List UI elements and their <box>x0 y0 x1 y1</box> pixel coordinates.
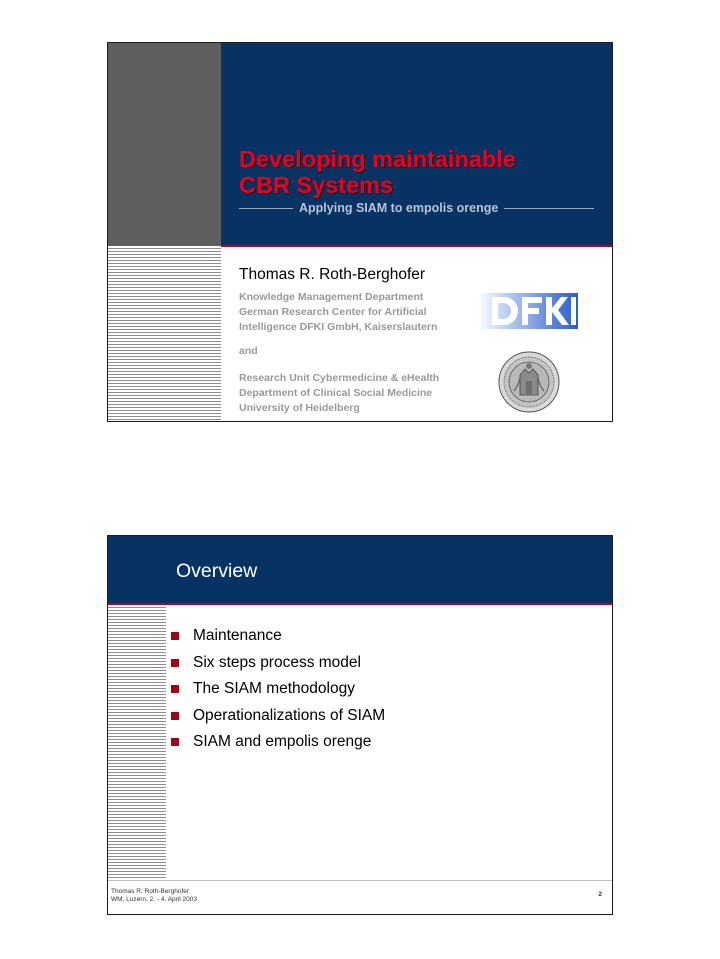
dfki-logo <box>478 293 578 329</box>
list-item <box>171 676 385 703</box>
bullet-square-icon <box>171 632 179 640</box>
footer-author: Thomas R. Roth-Berghofer <box>111 888 190 895</box>
affiliation-line: Intelligence DFKI GmbH, Kaiserslautern <box>239 321 438 333</box>
subtitle-row <box>239 200 594 216</box>
list-item-label: Operationalizations of SIAM <box>193 706 386 724</box>
affiliation-and: and <box>239 345 258 357</box>
bullet-square-icon <box>171 659 179 667</box>
header-divider-line <box>221 245 612 247</box>
bullet-list <box>171 623 385 756</box>
list-item-label: SIAM and empolis orenge <box>193 733 372 751</box>
overview-slide <box>107 535 613 915</box>
slide-footer <box>111 888 197 904</box>
striped-sidebar <box>108 605 166 880</box>
affiliation-dfki <box>239 290 479 335</box>
list-item <box>171 650 385 677</box>
affiliation-line: Research Unit Cybermedicine & eHealth <box>239 372 440 384</box>
gray-sidebar-block <box>108 43 221 246</box>
header-divider-line <box>108 603 612 605</box>
affiliation-line: Knowledge Management Department <box>239 291 424 303</box>
list-item-label: Six steps process model <box>193 653 361 671</box>
affiliation-line: German Research Center for Artificial <box>239 306 427 318</box>
title-slide <box>107 42 613 422</box>
subtitle-rule-right <box>504 208 594 209</box>
university-seal-logo <box>498 351 560 413</box>
affiliation-line: University of Heidelberg <box>239 402 360 414</box>
affiliation-line: Department of Clinical Social Medicine <box>239 387 433 399</box>
page-number: 2 <box>598 891 602 898</box>
list-item <box>171 703 385 730</box>
bullet-square-icon <box>171 738 179 746</box>
bullet-square-icon <box>171 685 179 693</box>
list-item <box>171 729 385 756</box>
subtitle-rule-left <box>239 208 293 209</box>
author-name: Thomas R. Roth-Berghofer <box>239 266 426 283</box>
list-item <box>171 623 385 650</box>
footer-divider <box>108 880 612 881</box>
slide-title-line2: CBR Systems <box>239 172 394 198</box>
list-item-label: The SIAM methodology <box>193 680 355 698</box>
affiliation-heidelberg <box>239 371 479 416</box>
list-item-label: Maintenance <box>193 627 282 645</box>
footer-event: WM, Luzern, 2. - 4. April 2003 <box>111 896 197 903</box>
slide-title: Overview <box>176 560 258 582</box>
bullet-square-icon <box>171 712 179 720</box>
slide-title <box>239 146 599 198</box>
striped-sidebar <box>108 246 221 421</box>
slide-subtitle: Applying SIAM to empolis orenge <box>299 201 499 215</box>
slide-title-line1: Developing maintainable <box>239 146 516 172</box>
